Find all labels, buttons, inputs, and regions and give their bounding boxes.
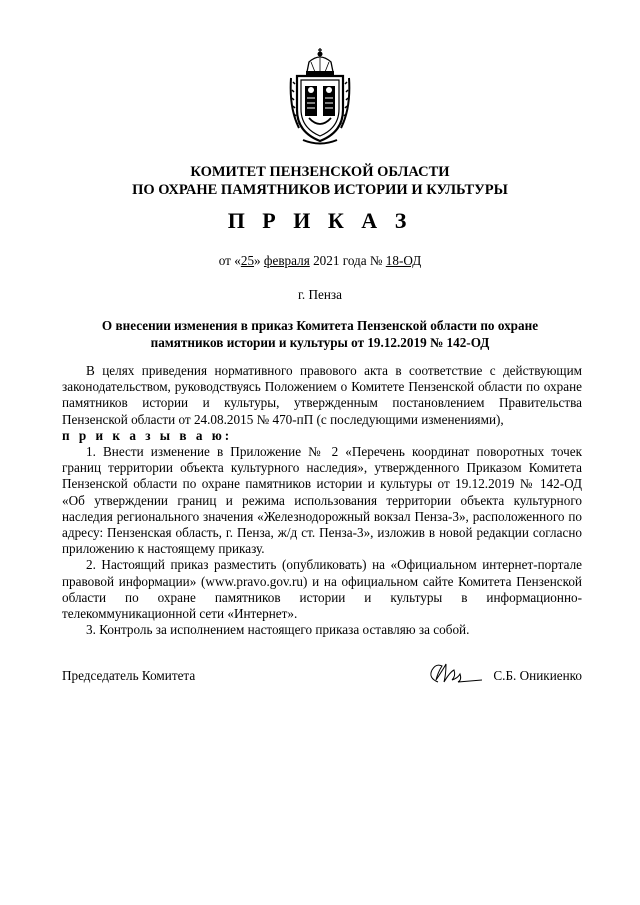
date-day: 25 bbox=[240, 253, 255, 268]
city-name: г. Пенза bbox=[297, 287, 342, 302]
date-prefix: от « bbox=[218, 253, 241, 268]
date-separator: » bbox=[254, 253, 264, 268]
document-subject bbox=[100, 318, 540, 351]
subject-line1: О внесении изменения в приказ Комитета Пензенской области по охране bbox=[101, 318, 539, 333]
document-type-title: П Р И К А З bbox=[227, 208, 413, 233]
handwritten-signature bbox=[424, 660, 488, 688]
organization-name-line1: КОМИТЕТ ПЕНЗЕНСКОЙ ОБЛАСТИ bbox=[190, 164, 450, 180]
signatory-name: С.Б. Оникиенко bbox=[493, 668, 582, 683]
order-word-paragraph bbox=[62, 428, 582, 444]
order-word: п р и к а з ы в а ю: bbox=[62, 427, 233, 443]
organization-name-line2: ПО ОХРАНЕ ПАМЯТНИКОВ ИСТОРИИ И КУЛЬТУРЫ bbox=[132, 182, 508, 198]
order-item-2: 2. Настоящий приказ разместить (опубликовать) на «Официальном интернет-портале правовой информации» (www.pravo.gov.ru) и на официальном сайте Комитета Пензенской области по охране памятников истории и культуры в информационно-телекоммуникационной сети «Интернет». bbox=[62, 557, 582, 622]
preamble-paragraph: В целях приведения нормативного правового акта в соответствие с действующим законодательством, руководствуясь Положением о Комитете Пензенской области по охране памятников истории и культуры, утвержденным постановлением Правительства Пензенской области от 24.08.2015 № 470-пП (с последующими изменениями), bbox=[62, 363, 582, 427]
order-item-1: 1. Внести изменение в Приложение № 2 «Перечень координат поворотных точек границ территории объекта культурного наследия», утвержденного Приказом Комитета Пензенской области по охране памятников истории и культуры от 19.12.2019 № 142-ОД «Об утверждении границ и режима использования территории объекта культурного наследия регионального значения «Железнодорожный вокзал Пенза-3», расположенного по адресу: Пензенская область, г. Пенза, ж/д ст. Пенза-3», изложив в новой редакции согласно приложению к настоящему приказу. bbox=[62, 444, 582, 557]
subject-line2: памятников истории и культуры от 19.12.2019 № 142-ОД bbox=[150, 334, 490, 350]
signatory-position: Председатель Комитета bbox=[62, 668, 196, 683]
document-number: 18-ОД bbox=[385, 253, 422, 268]
order-item-3: 3. Контроль за исполнением настоящего приказа оставляю за собой. bbox=[86, 622, 470, 638]
document-date-line bbox=[0, 253, 640, 269]
date-month: февраля bbox=[263, 253, 310, 268]
document-body bbox=[62, 363, 582, 638]
date-year: 2021 года № bbox=[309, 253, 386, 268]
coat-of-arms-icon bbox=[285, 48, 355, 148]
